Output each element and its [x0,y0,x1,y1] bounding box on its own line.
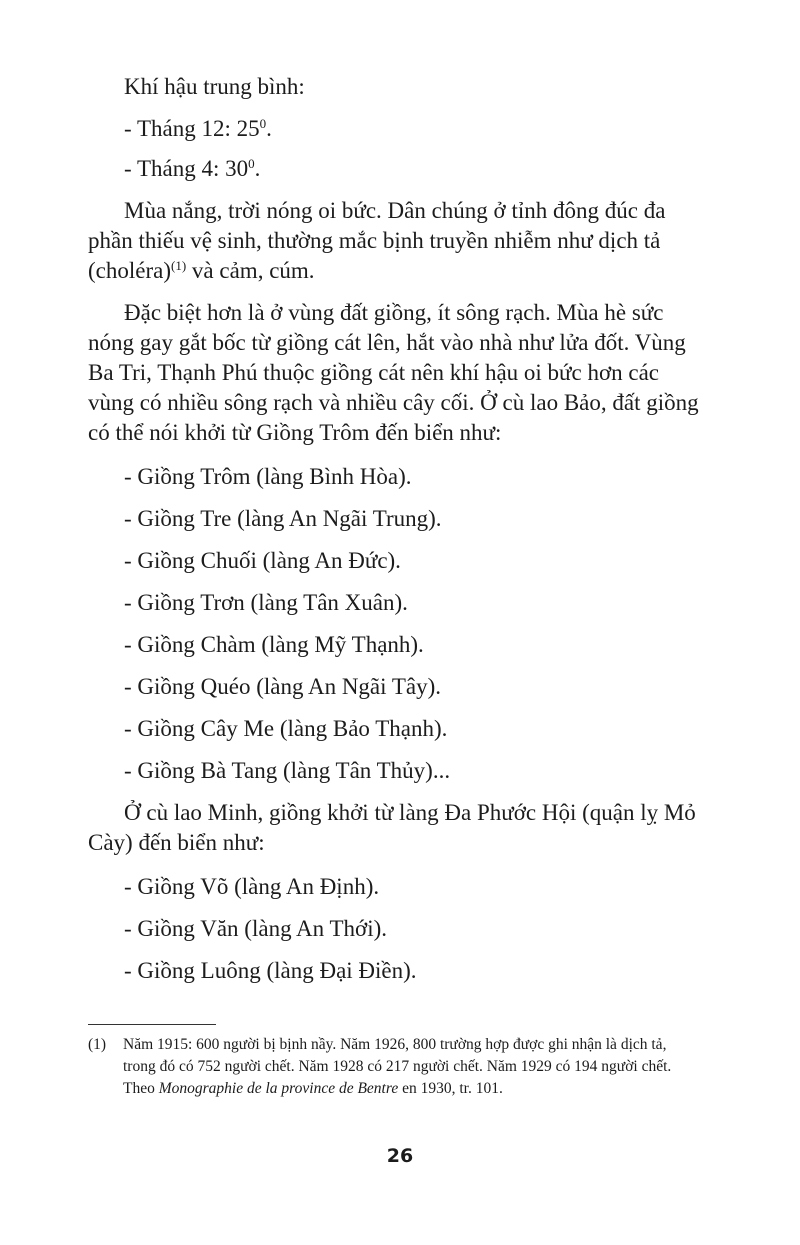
footnote-line3 [123,1078,503,1100]
temp-december-text: - Tháng 12: 25 [124,116,260,141]
para1-line3 [88,256,315,286]
footnote-line1-text: Năm 1915: 600 người bị bịnh nầy. Năm 1926, 800 trường hợp được ghi nhận là dịch tả, [123,1036,667,1053]
para2-line3: Ba Tri, Thạnh Phú thuộc giồng cát nên khí hậu oi bức hơn các [88,360,660,385]
page-number: 26 [386,1145,414,1167]
climate-heading: Khí hậu trung bình: [124,74,305,99]
footnote-line3-rest: en 1930, tr. 101. [398,1080,503,1097]
footnote-source-title: Monographie de la province de Bentre [158,1080,399,1097]
para1-line3-text: (choléra) [88,258,171,283]
footnote-marker: (1) [88,1036,107,1053]
degree-sup: 0 [259,116,267,131]
para1-line2: phần thiếu vệ sinh, thường mắc bịnh truyền nhiễm như dịch tả [88,228,661,253]
para2-line5: có thể nói khởi từ Giồng Trôm đến biển như: [88,420,502,445]
temp-december [124,114,272,144]
list-item-giong-queo: - Giồng Quéo (làng An Ngãi Tây). [124,674,442,699]
temp-december-end: . [266,116,272,141]
footnote-ref: (1) [171,258,187,273]
para2-line4: vùng có nhiều sông rạch và nhiều cây cối. Ở cù lao Bảo, đất giồng [88,390,699,415]
list-item-giong-ba-tang: - Giồng Bà Tang (làng Tân Thủy)... [124,758,451,783]
para3-line2: Cày) đến biển như: [88,830,265,855]
temp-april [124,154,260,184]
list-item-giong-trom: - Giồng Trôm (làng Bình Hòa). [124,464,412,489]
temp-april-end: . [254,156,261,181]
list-item-giong-tre: - Giồng Tre (làng An Ngãi Trung). [124,506,442,531]
temp-april-text: - Tháng 4: 30 [124,156,249,181]
list-item-giong-cham: - Giồng Chàm (làng Mỹ Thạnh). [124,632,424,657]
footnote-divider [88,1024,216,1025]
footnote-line1 [88,1034,666,1056]
list-item-giong-chuoi: - Giồng Chuối (làng An Đức). [124,548,401,573]
para1-line1: Mùa nắng, trời nóng oi bức. Dân chúng ở tỉnh đông đúc đa [124,198,666,223]
list-item-giong-cay-me: - Giồng Cây Me (làng Bảo Thạnh). [124,716,448,741]
list-item-giong-tron: - Giồng Trơn (làng Tân Xuân). [124,590,408,615]
list-item-giong-luong: - Giồng Luông (làng Đại Điền). [124,958,417,983]
para2-line1: Đặc biệt hơn là ở vùng đất giồng, ít sông rạch. Mùa hè sức [124,300,664,325]
para3-line1: Ở cù lao Minh, giồng khởi từ làng Đa Phước Hội (quận lỵ Mỏ [124,800,696,825]
para2-line2: nóng gay gắt bốc từ giồng cát lên, hắt vào nhà như lửa đốt. Vùng [88,330,686,355]
degree-sup: 0 [248,156,255,171]
list-item-giong-vo: - Giồng Võ (làng An Định). [124,874,380,899]
list-item-giong-van: - Giồng Văn (làng An Thới). [124,916,388,941]
footnote-line2: trong đó có 752 người chết. Năm 1928 có 217 người chết. Năm 1929 có 194 người chết. [123,1058,672,1075]
footnote-line3-text: Theo [123,1080,159,1097]
para1-line3-rest: và cảm, cúm. [186,258,315,283]
